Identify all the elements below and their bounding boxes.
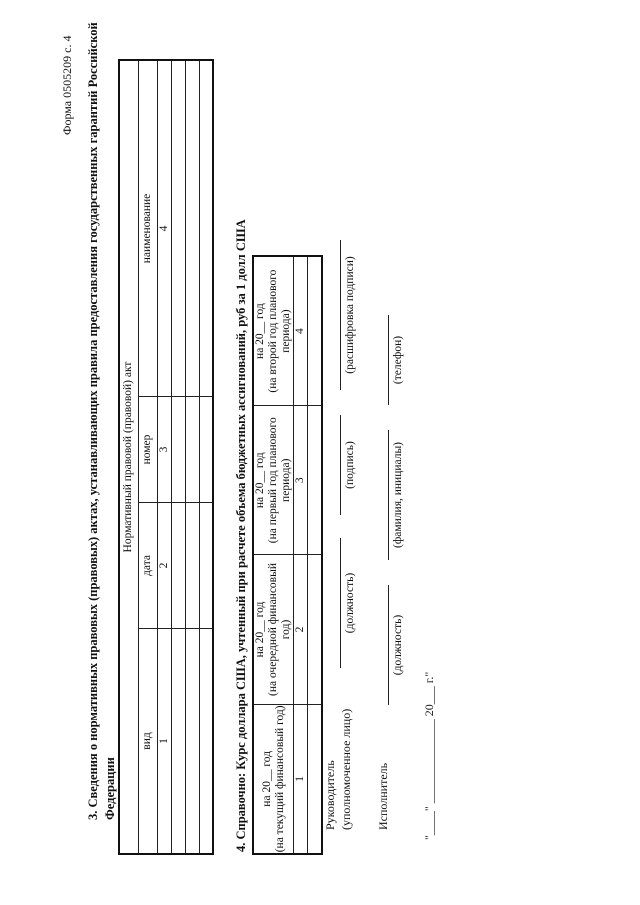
table4-cell xyxy=(308,704,322,854)
executor-position-line xyxy=(388,585,389,705)
table3-col-data: дата xyxy=(138,503,157,629)
executor-label: Исполнитель xyxy=(376,762,390,830)
table4-num-2: 2 xyxy=(294,555,308,704)
table3-cell xyxy=(171,629,185,855)
table3-cell xyxy=(185,503,199,629)
table4-col-1 xyxy=(253,704,294,854)
table4-num-4: 4 xyxy=(294,256,308,406)
head-label-line1: Руководитель xyxy=(323,760,337,830)
table4-col-3-line2: (на первый год планового периода) xyxy=(267,417,292,544)
table3-cell xyxy=(171,503,185,629)
table3-cell xyxy=(199,60,213,397)
table4-col-2-line1: на 20__ год xyxy=(254,601,266,658)
table4-num-1: 1 xyxy=(294,704,308,854)
table4-col-1-line2: (на текущий финансовый год) xyxy=(273,705,286,853)
table3-num-1: 1 xyxy=(157,629,171,855)
table4-col-2 xyxy=(253,555,294,704)
form-number: Форма 0505209 с. 4 xyxy=(60,35,74,135)
table3-num-2: 2 xyxy=(157,503,171,629)
table4-num-3: 3 xyxy=(294,406,308,555)
table3-cell xyxy=(185,60,199,397)
section4-table xyxy=(252,255,323,855)
table3-cell xyxy=(171,397,185,503)
head-decoding-line xyxy=(340,240,341,390)
table4-col-4-line1: на 20__ год xyxy=(254,303,266,359)
table4-col-1-line1: на 20__ год xyxy=(260,750,273,807)
table3-group-header: Нормативный правовой (правовой) акт xyxy=(119,60,138,854)
table3-cell xyxy=(171,60,185,397)
table4-cell xyxy=(308,555,322,704)
table4-col-4-line2: (на второй год планового периода) xyxy=(267,269,292,393)
executor-name-line xyxy=(388,430,389,560)
table3-cell xyxy=(185,397,199,503)
section3-title-line2: Федерации xyxy=(103,757,117,820)
table4-col-4 xyxy=(253,256,294,406)
table3-num-3: 3 xyxy=(157,397,171,503)
executor-position-caption: (должность) xyxy=(392,614,404,676)
table3-col-naimenovanie: наименование xyxy=(138,60,157,397)
head-position-caption: (должность) xyxy=(344,572,356,634)
table4-col-3 xyxy=(253,406,294,555)
table3-col-nomer: номер xyxy=(138,397,157,503)
executor-phone-caption: (телефон) xyxy=(392,335,404,385)
table4-col-3-line1: на 20__ год xyxy=(254,452,266,509)
table3-cell xyxy=(185,629,199,855)
table3-cell xyxy=(199,503,213,629)
table4-cell xyxy=(308,406,322,555)
table4-cell xyxy=(308,256,322,406)
table3-col-vid: вид xyxy=(138,629,157,855)
table4-col-2-line2: (на очередной финансовый год) xyxy=(267,563,292,696)
table3-cell xyxy=(199,629,213,855)
section3-table xyxy=(118,59,214,855)
section4-title: 4. Справочно: Курс доллара США, учтенный при расчете объема бюджетных ассигнований, руб за 1 долл США xyxy=(234,219,248,852)
executor-name-caption: (фамилия, инициалы) xyxy=(392,441,404,549)
executor-phone-line xyxy=(388,315,389,405)
table3-num-4: 4 xyxy=(157,60,171,397)
table3-cell xyxy=(199,397,213,503)
head-decoding-caption: (расшифровка подписи) xyxy=(344,256,356,374)
head-signature-line xyxy=(340,415,341,515)
head-signature-caption: (подпись) xyxy=(344,441,356,489)
date-line: "____" ______________ 20___ г." xyxy=(422,671,436,840)
section3-title-line1: 3. Сведения о нормативных правовых (правовых) актах, устанавливающих правила предоставления государственных гарантий Российской xyxy=(86,22,100,820)
head-label-line2: (уполномоченное лицо) xyxy=(339,708,353,830)
head-position-line xyxy=(340,538,341,668)
